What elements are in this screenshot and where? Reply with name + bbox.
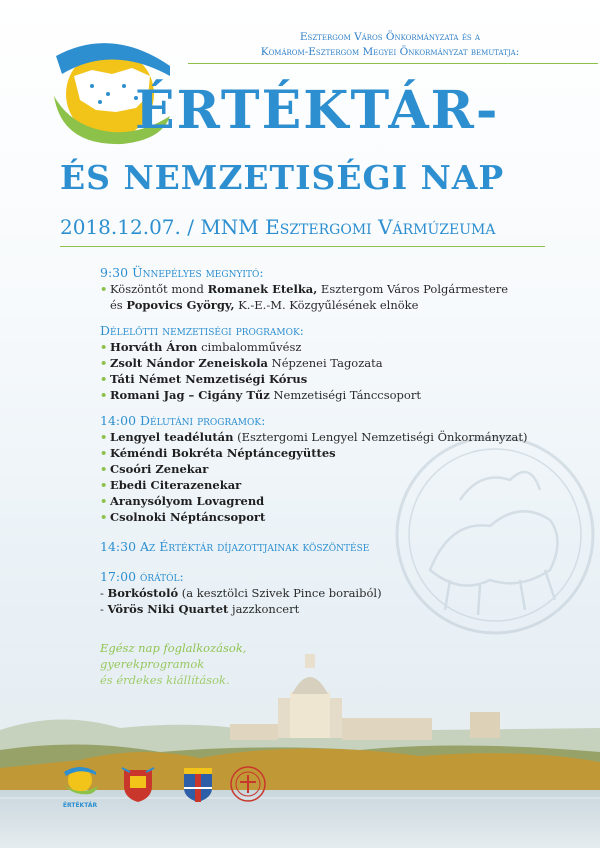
list-item [100,445,530,461]
item-name: Táti Német Nemzetiségi Kórus [110,372,308,386]
speaker1-role: Esztergom Város Polgármestere [320,282,509,296]
opening-heading [100,265,530,281]
opening-title: Ünnepélyes megnyitó: [132,265,264,280]
item-desc: (Esztergomi Lengyel Nemzetiségi Önkormányzat) [237,430,528,444]
item-name: Romani Jag – Cigány Tűz [110,388,270,402]
ertektar-small-icon [60,764,100,798]
list-item [100,601,530,617]
esztergom-crest-icon [118,764,158,804]
item-name: Vörös Niki Quartet [107,602,229,616]
afternoon-list [100,429,530,525]
item-name: Horváth Áron [110,340,198,354]
afternoon-heading [100,413,530,429]
county-crest-icon [178,764,218,804]
item-name: Borkóstoló [107,586,179,600]
evening-time: 17:00 [100,569,137,584]
list-item [100,281,530,313]
speaker2-name: Popovics György, [126,298,235,312]
ertektar-small-label: ÉRTÉKTÁR [62,802,98,809]
evening-list [100,585,530,617]
item-name: Csolnoki Néptáncsoport [110,510,266,524]
award-title: Az Értéktár díjazottjainak köszöntése [140,539,370,554]
item-prefix: - [100,586,108,600]
list-item [100,461,530,477]
item-name: Zsolt Nándor Zeneiskola [110,356,269,370]
morning-list [100,339,530,403]
award-heading [100,539,530,555]
item-desc: cimbalomművész [201,340,302,354]
esztergom-landscape-image [0,640,600,848]
seal-icon [228,764,268,804]
item-name: Ebedi Citerazenekar [110,478,242,492]
list-item [100,585,530,601]
presenter-line2: Komárom-Esztergom Megyei Önkormányzat bemutatja: [260,46,520,58]
ertektar-small-logo [60,764,100,810]
item-name: Kéméndi Bokréta Néptáncegyüttes [110,446,336,460]
opening-details [100,281,530,313]
program-list [100,265,530,617]
item-desc: Nemzetiségi Tánccsoport [273,388,421,402]
afternoon-title: Délutáni programok: [140,413,266,428]
item-prefix: - [100,602,108,616]
list-item [100,509,530,525]
afternoon-time: 14:00 [100,413,137,428]
header-divider [188,63,598,64]
sponsor-logos [60,764,280,814]
list-item [100,355,530,371]
date-location: 2018.12.07. / MNM Esztergomi Vármúzeuma [60,215,496,239]
poster-title-main: ÉRTÉKTÁR- [135,80,500,141]
list-item [100,339,530,355]
evening-title: órától: [140,569,184,584]
list-item [100,429,530,445]
speaker-joiner: és [110,298,123,312]
item-desc: (a kesztölci Szivek Pince boraiból) [181,586,382,600]
presenter-line1: Esztergom Város Önkormányzata és a [299,31,481,43]
county-crest [178,764,218,810]
greeting-prefix: Köszöntőt mond [110,282,204,296]
list-item [100,387,530,403]
item-name: Lengyel teadélután [110,430,234,444]
award-time: 14:30 [100,539,137,554]
speaker2-role: K.-E.-M. Közgyűlésének elnöke [238,298,419,312]
morning-heading: Délelőtti nemzetiségi programok: [100,323,304,338]
poster-title-sub: ÉS NEMZETISÉGI NAP [60,158,505,197]
opening-time: 9:30 [100,265,129,280]
date-divider [60,246,545,247]
list-item [100,477,530,493]
item-name: Csoóri Zenekar [110,462,209,476]
evening-heading [100,569,530,585]
item-desc: Népzenei Tagozata [271,356,383,370]
speaker1-name: Romanek Etelka, [207,282,318,296]
item-name: Aranysólyom Lovagrend [110,494,265,508]
list-item [100,371,530,387]
seal-logo [228,764,268,810]
list-item [100,493,530,509]
item-desc: jazzkoncert [232,602,300,616]
presenter-text [190,30,590,60]
esztergom-crest [118,764,158,810]
